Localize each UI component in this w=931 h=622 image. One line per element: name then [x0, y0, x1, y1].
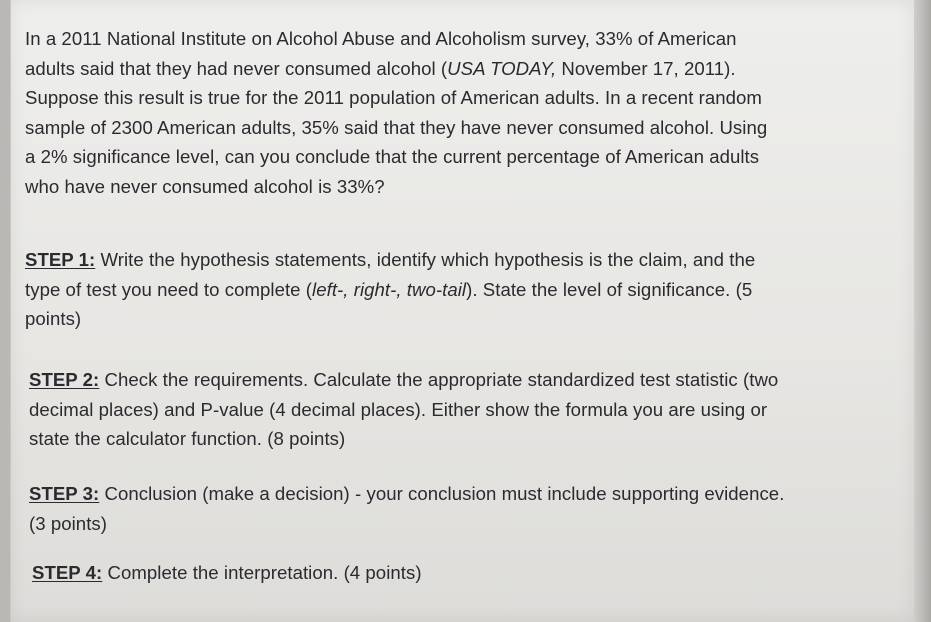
step-1-instructions	[25, 245, 905, 334]
step-2-line-3: state the calculator function. (8 points)	[29, 428, 346, 450]
step-2-line-2: decimal places) and P-value (4 decimal places). Either show the formula you are using or	[29, 398, 768, 420]
step-4-instructions	[32, 558, 904, 588]
step-1-text-2a: type of test you need to complete (	[25, 278, 313, 300]
step-2-text-1: Check the requirements. Calculate the appropriate standardized test statistic (two	[99, 369, 779, 390]
source-publication: USA TODAY,	[447, 57, 557, 79]
step-1-text-2b: ). State the level of significance. (5	[466, 278, 753, 300]
problem-line-6: who have never consumed alcohol is 33%?	[25, 175, 385, 197]
step-4-line-1	[32, 558, 904, 588]
step-1-line-1	[25, 245, 905, 275]
step-3-label: STEP 3:	[29, 483, 100, 504]
problem-line-4: sample of 2300 American adults, 35% said that they have never consumed alcohol. Using	[25, 116, 768, 138]
page-right-edge	[914, 0, 931, 622]
step-2-line-1	[29, 365, 905, 395]
problem-line-2	[25, 54, 905, 84]
problem-line-2-text: adults said that they had never consumed alcohol (	[25, 57, 448, 79]
step-2-label: STEP 2:	[29, 369, 100, 390]
source-date: November 17, 2011).	[556, 57, 736, 79]
page-left-border	[10, 0, 11, 622]
step-3-line-1	[29, 479, 905, 509]
step-3-line-2: (3 points)	[29, 512, 108, 534]
step-2-instructions	[29, 365, 905, 454]
step-4-label: STEP 4:	[32, 562, 103, 583]
problem-statement	[25, 24, 905, 202]
problem-line-1: In a 2011 National Institute on Alcohol Abuse and Alcoholism survey, 33% of American	[25, 28, 737, 49]
step-4-text-1: Complete the interpretation. (4 points)	[102, 562, 422, 583]
step-3-instructions	[29, 479, 905, 538]
problem-line-3: Suppose this result is true for the 2011 population of American adults. In a recent random	[25, 87, 762, 109]
step-1-line-3: points)	[25, 308, 82, 330]
step-1-line-2	[25, 275, 905, 305]
problem-line-5: a 2% significance level, can you conclude that the current percentage of American adults	[25, 146, 760, 168]
test-types: left-, right-, two-tail	[312, 278, 467, 300]
step-3-text-1: Conclusion (make a decision) - your conclusion must include supporting evidence.	[99, 483, 785, 504]
step-1-text-1: Write the hypothesis statements, identify which hypothesis is the claim, and the	[95, 249, 756, 270]
step-1-label: STEP 1:	[25, 249, 96, 270]
